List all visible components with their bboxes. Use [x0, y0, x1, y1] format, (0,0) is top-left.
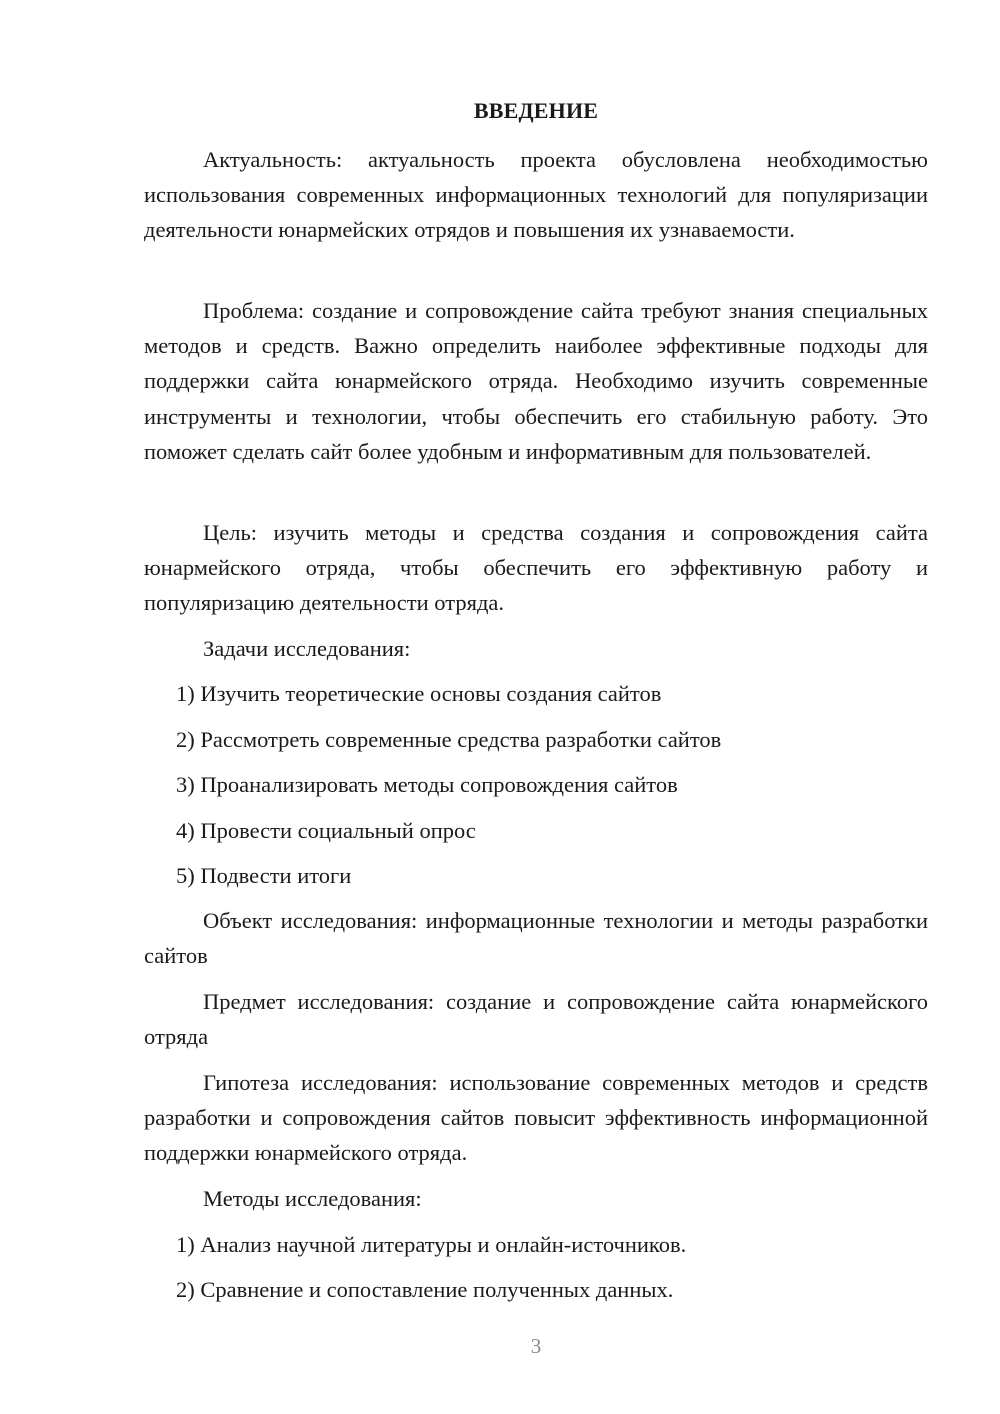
- task-item: 2) Рассмотреть современные средства разработки сайтов: [176, 727, 722, 752]
- method-item: 1) Анализ научной литературы и онлайн-источников.: [176, 1232, 687, 1257]
- problem-paragraph: Проблема: создание и сопровождение сайта требуют знания специальных методов и средств. Важно определить наиболее эффективные подходы для поддержки сайта юнармейского отряда. Необходимо изучить современные инструменты и технологии, чтобы обеспечить его стабильную работу. Это поможет сделать сайт более удобным и информативным для пользователей.: [144, 298, 928, 464]
- goal-paragraph: Цель: изучить методы и средства создания и сопровождения сайта юнармейского отряда, чтобы обеспечить его эффективную работу и популяризацию деятельности отряда.: [144, 520, 928, 616]
- subject-paragraph-block: [144, 984, 928, 1054]
- section-title: ВВЕДЕНИЕ: [473, 98, 599, 123]
- tasks-heading: Задачи исследования:: [203, 636, 411, 661]
- page-number: 3: [530, 1334, 542, 1358]
- methods-heading: Методы исследования:: [203, 1186, 422, 1211]
- hypothesis-paragraph-block: [144, 1065, 928, 1171]
- hypothesis-paragraph: Гипотеза исследования: использование современных методов и средств разработки и сопровождения сайтов повысит эффективность информационной поддержки юнармейского отряда.: [144, 1070, 928, 1166]
- tasks-heading-block: [144, 631, 928, 666]
- relevance-paragraph: Актуальность: актуальность проекта обусловлена необходимостью использования современных информационных технологий для популяризации деятельности юнармейских отрядов и повышения их узнаваемости.: [144, 147, 928, 243]
- task-item: 4) Провести социальный опрос: [176, 818, 476, 843]
- method-item: 2) Сравнение и сопоставление полученных данных.: [176, 1277, 674, 1302]
- object-paragraph: Объект исследования: информационные технологии и методы разработки сайтов: [144, 908, 928, 969]
- problem-paragraph-block: [144, 293, 928, 469]
- task-item: 1) Изучить теоретические основы создания сайтов: [176, 681, 662, 706]
- task-item: 5) Подвести итоги: [176, 863, 352, 888]
- goal-paragraph-block: [144, 515, 928, 621]
- methods-heading-block: [144, 1181, 928, 1216]
- task-item: 3) Проанализировать методы сопровождения сайтов: [176, 772, 678, 797]
- subject-paragraph: Предмет исследования: создание и сопровождение сайта юнармейского отряда: [144, 989, 928, 1050]
- relevance-paragraph-block: [144, 142, 928, 248]
- object-paragraph-block: [144, 903, 928, 973]
